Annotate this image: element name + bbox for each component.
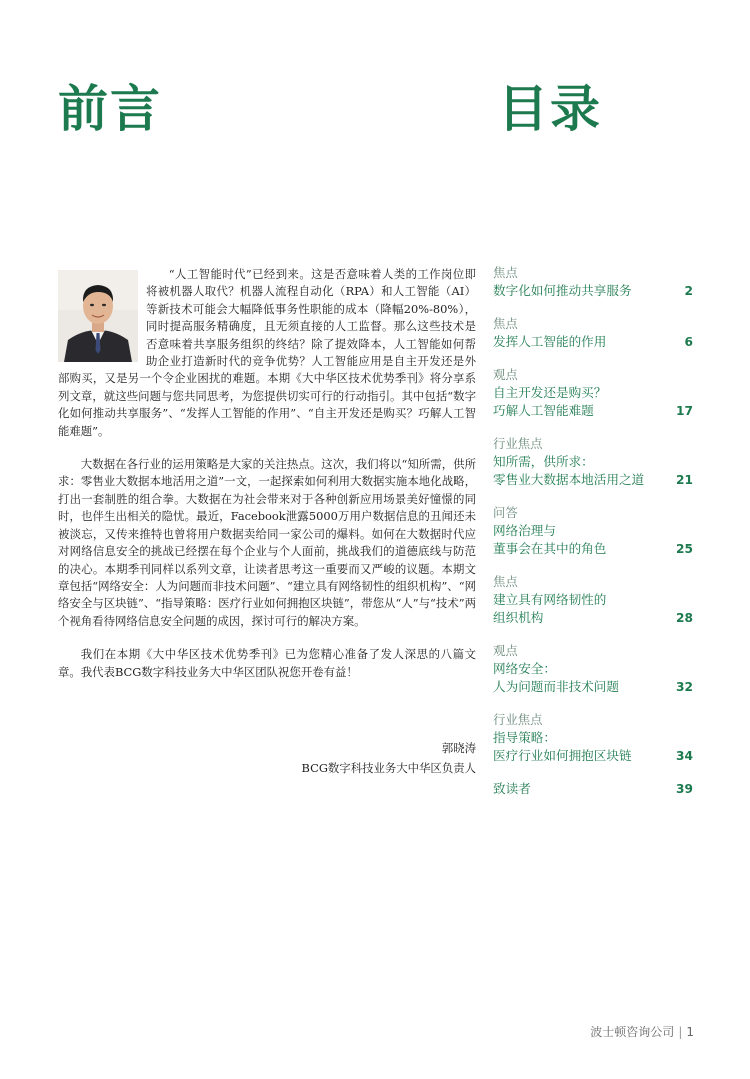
toc-title-line[interactable]: 巧解人工智能难题 <box>493 403 594 418</box>
toc-title-line[interactable]: 发挥人工智能的作用 <box>493 334 607 349</box>
toc-title-line[interactable]: 组织机构 <box>493 610 544 625</box>
toc-item[interactable] <box>493 264 693 300</box>
toc-page-number: 25 <box>676 542 693 556</box>
portrait-space <box>58 266 146 362</box>
toc-category: 观点 <box>493 643 518 658</box>
toc-title-line[interactable]: 医疗行业如何拥抱区块链 <box>493 748 632 763</box>
toc-page-number: 39 <box>676 782 693 796</box>
toc-title-line[interactable]: 董事会在其中的角色 <box>493 541 607 556</box>
toc-title-line[interactable]: 网络治理与 <box>493 523 556 538</box>
toc-page-number: 21 <box>676 473 693 487</box>
toc-item[interactable] <box>493 711 693 765</box>
toc-title-line[interactable]: 知所需，供所求： <box>493 454 594 469</box>
page-footer <box>590 1023 694 1040</box>
preface-paragraph-2: 大数据在各行业的运用策略是大家的关注热点。这次，我们将以“知所需，供所求：零售业大数据本地活用之道”一文，一起探索如何利用大数据实施本地化战略，打出一套制胜的组合拳。大数据在为社会带来对于各种创新应用场景美好憧憬的同时，也伴生出相关的隐忧。最近，Facebook泄露5000万用户数据信息的丑闻还未被淡忘，又传来推特也曾将用户数据卖给同一家公司的爆料。如何在大数据时代应对网络信息安全的挑战已经摆在每个企业与个人面前，挑战我们的道德底线与防范的决心。本期季刊同样以系列文章，让读者思考这一重要而又严峻的议题。本期文章包括“网络安全：人为问题而非技术问题”、“建立具有网络韧性的组织机构”、“网络安全与区块链”、“指导策略：医疗行业如何拥抱区块链”，带您从“人”与“技术”两个视角看待网络信息安全问题的成因，探讨可行的解决方案。 <box>58 457 476 628</box>
toc-title-line[interactable]: 零售业大数据本地活用之道 <box>493 472 645 487</box>
toc-item[interactable] <box>493 315 693 351</box>
toc-page-number: 34 <box>676 749 693 763</box>
toc-title-line[interactable]: 自主开发还是购买？ <box>493 385 607 400</box>
toc-category: 焦点 <box>493 574 518 589</box>
toc-category: 观点 <box>493 367 518 382</box>
footer-company: 波士顿咨询公司 <box>590 1025 675 1039</box>
preface-heading: 前言 <box>58 79 162 138</box>
toc-title-line[interactable]: 网络安全： <box>493 661 556 676</box>
toc-page-number: 28 <box>676 611 693 625</box>
toc-category: 焦点 <box>493 265 518 280</box>
preface-paragraph-1: “人工智能时代”已经到来。这是否意味着人类的工作岗位即将被机器人取代？机器人流程自动化（RPA）和人工智能（AI）等新技术可能会大幅降低事务性职能的成本（降幅20%-80%），同时提高服务精确度，且无须直接的人工监督。那么这些技术是否意味着共享服务组织的终结？除了提效降本，人工智能如何帮助企业打造新时代的竞争优势？人工智能应用是自主开发还是外部购买，又是另一个令企业困扰的难题。本期《大中华区技术优势季刊》将分享系列文章，就这些问题与您共同思考，为您提供切实可行的行动指引。其中包括“数字化如何推动共享服务”、“发挥人工智能的作用”、“自主开发还是购买？巧解人工智能难题”。 <box>58 267 476 438</box>
toc-item[interactable] <box>493 504 693 558</box>
toc-item[interactable] <box>493 573 693 627</box>
toc-category: 行业焦点 <box>493 436 543 451</box>
toc-heading: 目录 <box>498 79 602 138</box>
toc-item[interactable] <box>493 435 693 489</box>
footer-separator: | <box>678 1025 683 1039</box>
toc-item[interactable] <box>493 366 693 420</box>
toc-category: 焦点 <box>493 316 518 331</box>
preface-body <box>58 266 476 681</box>
signature-title: BCG数字科技业务大中华区负责人 <box>301 761 476 775</box>
toc-title-line[interactable]: 人为问题而非技术问题 <box>493 679 619 694</box>
preface-paragraph-3: 我们在本期《大中华区技术优势季刊》已为您精心准备了发人深思的八篇文章。我代表BCG数字科技业务大中华区团队祝您开卷有益！ <box>58 647 476 679</box>
toc-category: 行业焦点 <box>493 712 543 727</box>
signature-block <box>302 738 476 778</box>
toc-page-number: 6 <box>684 335 693 349</box>
toc-title-line[interactable]: 建立具有网络韧性的 <box>493 592 607 607</box>
table-of-contents <box>493 264 693 813</box>
toc-page-number: 17 <box>676 404 693 418</box>
toc-title-line[interactable]: 致读者 <box>493 781 531 796</box>
toc-item[interactable] <box>493 642 693 696</box>
toc-page-number: 32 <box>676 680 693 694</box>
toc-item[interactable] <box>493 780 693 798</box>
signature-name: 郭晓涛 <box>441 741 476 755</box>
toc-title-line[interactable]: 数字化如何推动共享服务 <box>493 283 632 298</box>
toc-category: 问答 <box>493 505 518 520</box>
toc-page-number: 2 <box>684 284 693 298</box>
footer-page-number: 1 <box>686 1025 694 1039</box>
toc-title-line[interactable]: 指导策略： <box>493 730 556 745</box>
